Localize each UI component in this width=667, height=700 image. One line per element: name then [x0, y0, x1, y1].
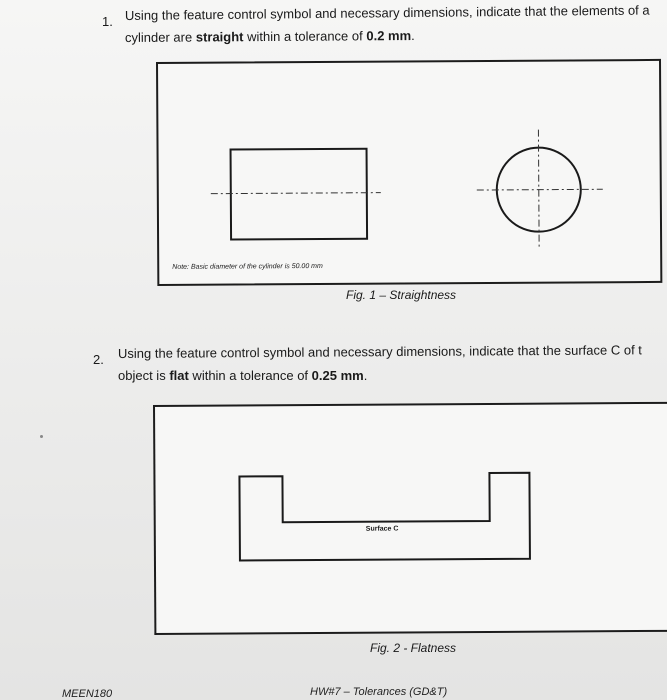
figure-2-caption: Fig. 2 - Flatness [370, 641, 457, 655]
side-view-centerline [211, 193, 381, 194]
question-1-line-1: Using the feature control symbol and necessary dimensions, indicate that the elements of a [124, 2, 650, 23]
question-2-line-2 [118, 365, 367, 387]
question-1-text-c: . [411, 27, 415, 44]
question-1-tolerance: 0.2 mm [366, 28, 412, 44]
question-2-tolerance: 0.25 mm [311, 368, 364, 383]
figure-1-note: Note: Basic diameter of the cylinder is 50.00 mm [172, 262, 323, 271]
footer-course-code: MEEN180 [62, 688, 113, 700]
question-2-text-b: within a tolerance of [188, 368, 312, 383]
question-1-text-a: cylinder are [124, 29, 196, 45]
cylinder-side-view [231, 149, 368, 240]
question-2-number: 2. [93, 352, 104, 367]
question-1-text-b: within a tolerance of [243, 28, 367, 45]
question-2-line-1: Using the feature control symbol and necessary dimensions, indicate that the surface C of t [117, 342, 642, 361]
figure-1-drawing [158, 61, 664, 288]
u-channel-profile [239, 473, 530, 561]
figure-2-drawing [155, 404, 667, 635]
question-1-number: 1. [102, 14, 113, 29]
question-2-text-c: . [363, 368, 368, 383]
figure-1-caption: Fig. 1 – Straightness [346, 288, 457, 302]
paper-speck [40, 435, 43, 438]
figure-2-frame [153, 402, 667, 635]
question-1-keyword: straight [195, 29, 244, 45]
question-2-text-a: object is [118, 368, 170, 383]
question-1-line-2 [125, 25, 415, 49]
footer-assignment-title: HW#7 – Tolerances (GD&T) [310, 686, 448, 698]
question-2-keyword: flat [169, 368, 189, 383]
end-view-horizontal-centerline [477, 189, 603, 190]
surface-c-label: Surface C [365, 525, 399, 533]
figure-1-frame [156, 59, 662, 286]
